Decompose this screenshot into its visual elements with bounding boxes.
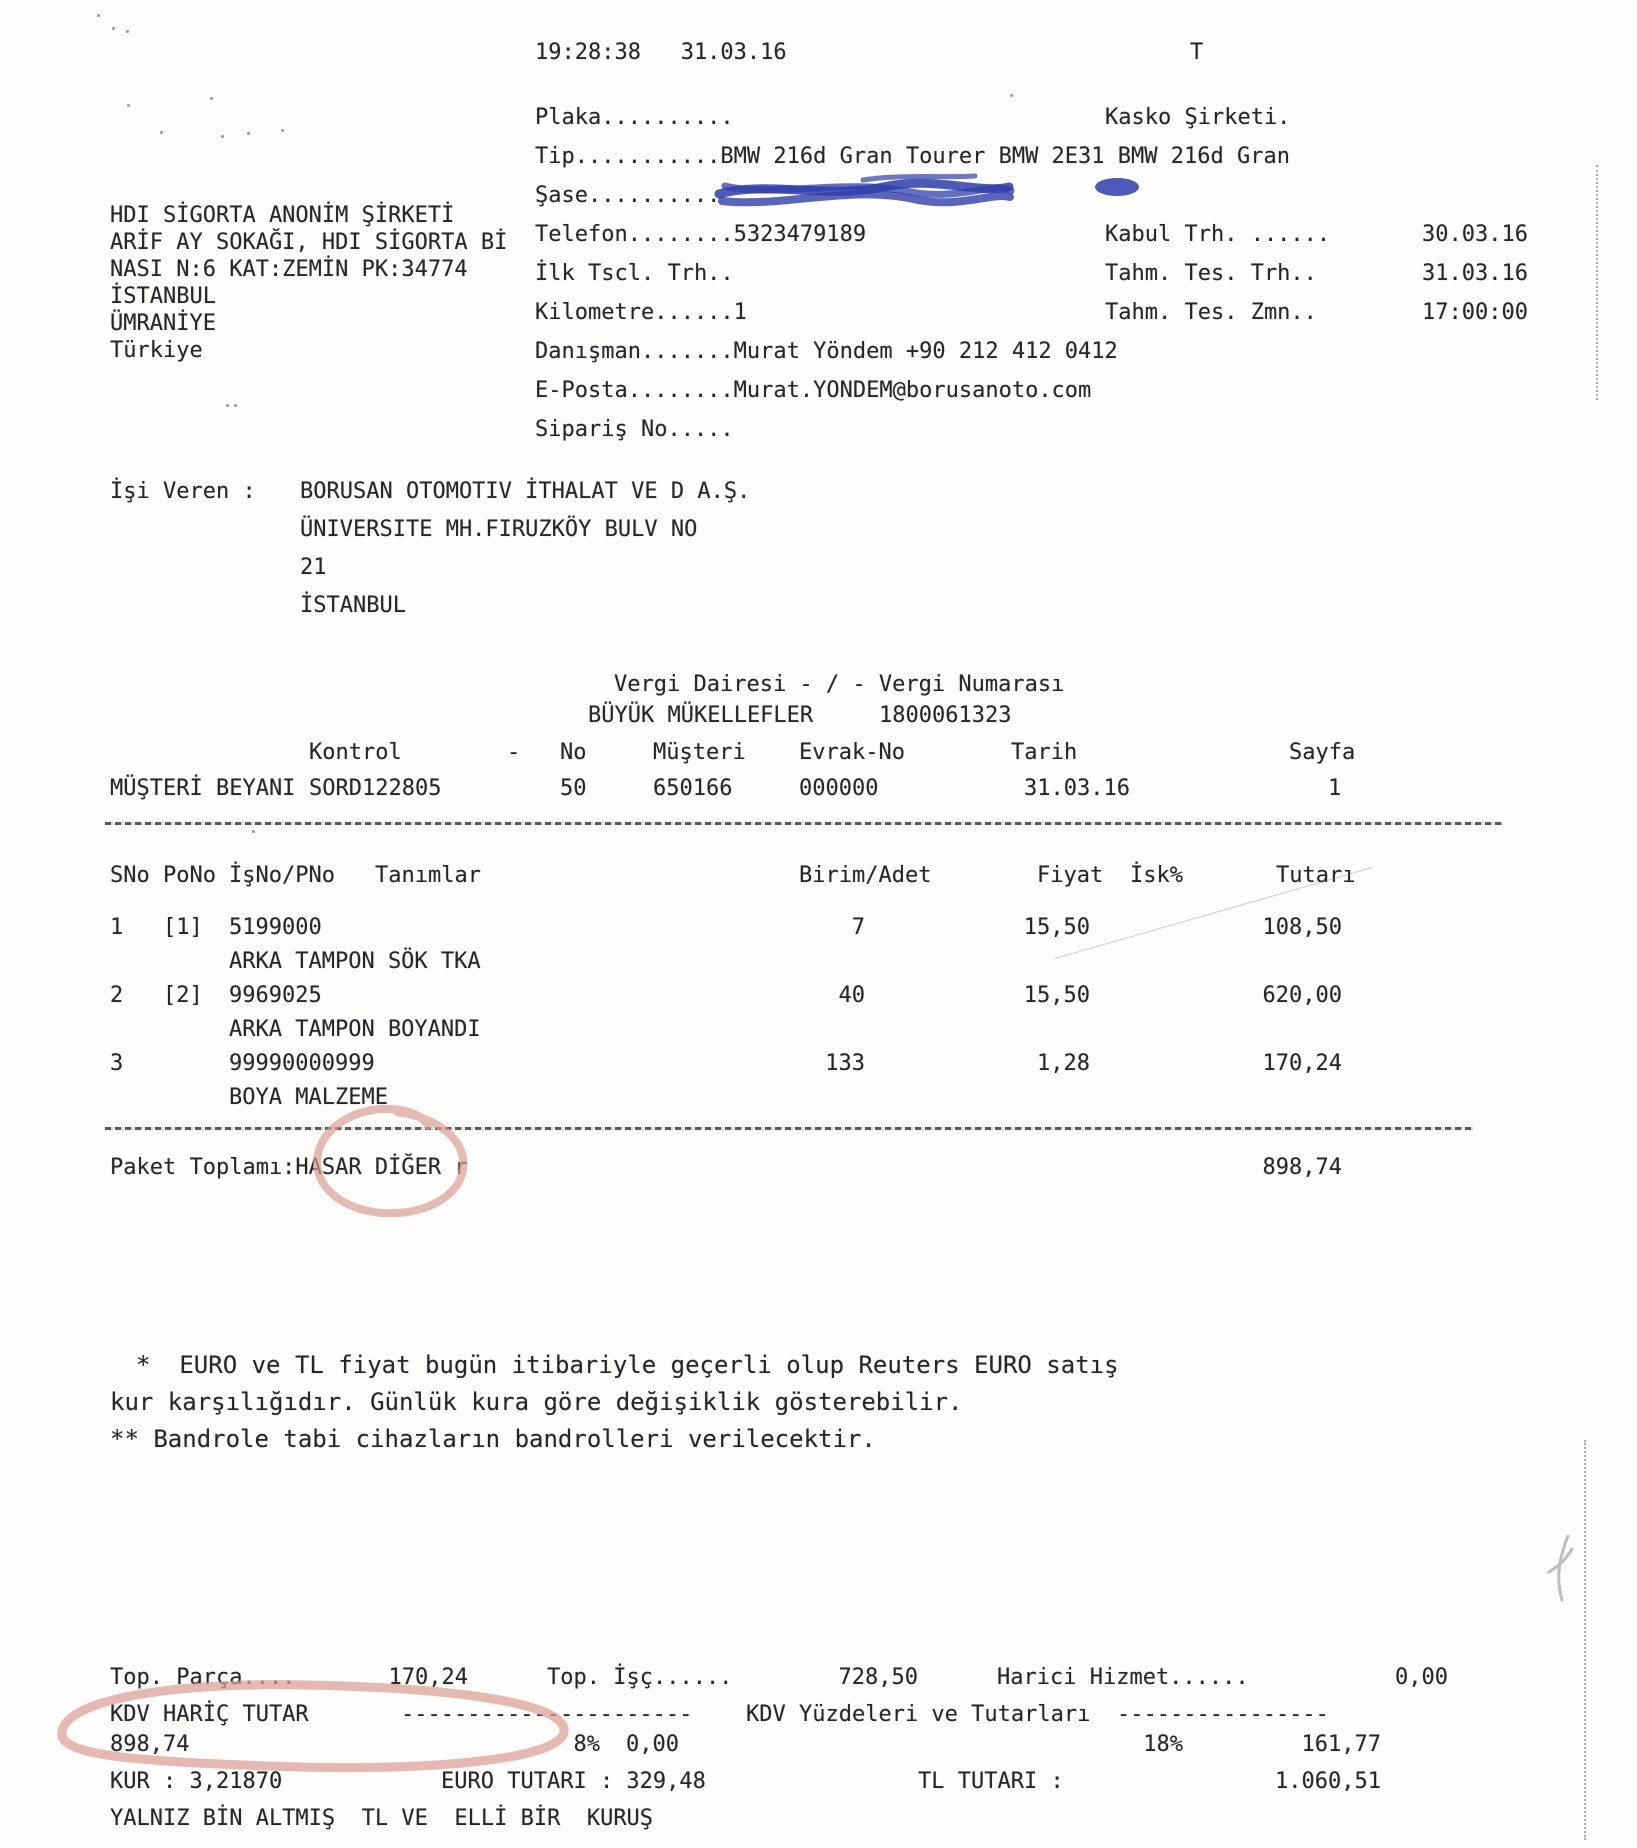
col-header-sayfa: Sayfa <box>1289 740 1356 765</box>
col-header-no: No <box>560 740 587 765</box>
item-sno: 1 <box>110 915 124 940</box>
value-tarih: 31.03.16 <box>1024 776 1130 801</box>
employer-line: BORUSAN OTOMOTIV İTHALAT VE D A.Ş. <box>300 479 751 504</box>
scan-speck <box>1010 94 1013 97</box>
item-pono: [1] <box>163 915 203 940</box>
field-tahm-tes-zmn-label: Tahm. Tes. Zmn.. <box>1105 300 1317 325</box>
scan-speck <box>210 97 213 100</box>
col-header-dash: - <box>507 740 521 765</box>
field-plaka: Plaka.......... <box>535 105 734 130</box>
total-parca-value: 170,24 <box>388 1665 468 1690</box>
col-header-evrak-no: Evrak-No <box>799 740 905 765</box>
item-pono: [2] <box>163 983 203 1008</box>
employer-label: İşi Veren : <box>110 479 256 504</box>
scan-speck <box>126 30 129 33</box>
insurer-line: NASI N:6 KAT:ZEMİN PK:34774 <box>110 257 468 282</box>
print-timestamp: 19:28:38 31.03.16 <box>535 40 787 65</box>
item-code: 9969025 <box>229 983 322 1008</box>
scan-edge-line <box>1584 1440 1586 1840</box>
item-sno: 2 <box>110 983 124 1008</box>
field-kabul-trh-value: 30.03.16 <box>1422 222 1528 247</box>
footnote-line: * EURO ve TL fiyat bugün itibariyle geçerli olup Reuters EURO satış <box>136 1351 1119 1379</box>
dash-run: ---------------------- <box>401 1702 693 1727</box>
employer-line: 21 <box>300 555 327 580</box>
kdv-rate-18-amount: 161,77 <box>1301 1732 1381 1757</box>
footnote-line: ** Bandrole tabi cihazların bandrolleri verilecektir. <box>110 1425 876 1453</box>
kdv-rate-8: 8% <box>573 1732 600 1757</box>
dashed-separator <box>105 822 1505 825</box>
pencil-mark <box>1538 1530 1578 1605</box>
total-harici-label: Harici Hizmet...... <box>997 1665 1249 1690</box>
employer-line: ÜNIVERSITE MH.FIRUZKÖY BULV NO <box>300 517 698 542</box>
field-tahm-tes-trh-label: Tahm. Tes. Trh.. <box>1105 261 1317 286</box>
items-header-tanimlar: Tanımlar <box>375 863 481 888</box>
kdv-rate-8-amount: 0,00 <box>626 1732 679 1757</box>
item-desc: BOYA MALZEME <box>229 1085 388 1110</box>
field-kasko-sirketi: Kasko Şirketi. <box>1105 105 1291 130</box>
field-tip: Tip...........BMW 216d Gran Tourer BMW 2E31 BMW 216d Gran <box>535 144 1290 169</box>
items-header-isno-pno: İşNo/PNo <box>229 863 335 888</box>
tax-office-name: BÜYÜK MÜKELLEFLER <box>588 703 814 728</box>
field-telefon: Telefon........5323479189 <box>535 222 867 247</box>
item-sno: 3 <box>110 1051 124 1076</box>
item-qty: 7 <box>851 915 865 940</box>
items-header-sno: SNo <box>110 863 150 888</box>
items-header-isk: İsk% <box>1130 863 1183 888</box>
package-total-amount: 898,74 <box>1262 1155 1342 1180</box>
field-tahm-tes-zmn-value: 17:00:00 <box>1422 300 1528 325</box>
total-harici-value: 0,00 <box>1395 1665 1448 1690</box>
scan-speck <box>234 404 237 407</box>
field-kabul-trh-label: Kabul Trh. ...... <box>1105 222 1331 247</box>
item-total: 108,50 <box>1262 915 1342 940</box>
field-tahm-tes-trh-value: 31.03.16 <box>1422 261 1528 286</box>
value-musteri: 650166 <box>653 776 733 801</box>
kdv-rate-18: 18% <box>1143 1732 1183 1757</box>
corner-mark: T <box>1190 40 1204 65</box>
field-ilk-tscl: İlk Tscl. Trh.. <box>535 261 734 286</box>
field-siparis-no: Sipariş No..... <box>535 417 734 442</box>
total-iscilik-value: 728,50 <box>838 1665 918 1690</box>
item-total: 170,24 <box>1262 1051 1342 1076</box>
value-kontrol-no: SORD122805 <box>309 776 442 801</box>
tax-office-title: Vergi Dairesi - / - Vergi Numarası <box>614 672 1065 697</box>
pen-oval-annotation <box>48 1676 588 1776</box>
scan-speck <box>112 27 115 30</box>
items-header-birim-adet: Birim/Adet <box>799 863 932 888</box>
ink-blot <box>1093 176 1143 198</box>
item-desc: ARKA TAMPON BOYANDI <box>229 1017 481 1042</box>
field-danisman: Danışman.......Murat Yöndem +90 212 412 0412 <box>535 339 1118 364</box>
scan-edge-line <box>1596 165 1598 400</box>
euro-tutari: EURO TUTARI : 329,48 <box>441 1769 706 1794</box>
kur-value: KUR : 3,21870 <box>110 1769 283 1794</box>
scan-speck <box>281 129 284 132</box>
tl-tutari-value: 1.060,51 <box>1275 1769 1381 1794</box>
insurer-line: ÜMRANİYE <box>110 311 216 336</box>
amount-in-words: YALNIZ BİN ALTMIŞ TL VE ELLİ BİR KURUŞ <box>110 1806 654 1831</box>
field-kilometre: Kilometre......1 <box>535 300 747 325</box>
col-header-kontrol: Kontrol <box>309 740 402 765</box>
total-iscilik-label: Top. İşç...... <box>547 1665 733 1690</box>
scan-speck <box>247 132 250 135</box>
employer-line: İSTANBUL <box>300 593 406 618</box>
item-total: 620,00 <box>1262 983 1342 1008</box>
pen-circle-annotation <box>302 1096 487 1228</box>
value-musteri-beyani: MÜŞTERİ BEYANI <box>110 776 296 801</box>
insurer-line: ARİF AY SOKAĞI, HDI SİGORTA Bİ <box>110 230 508 255</box>
field-sase: Şase.......... <box>535 183 721 208</box>
item-code: 5199000 <box>229 915 322 940</box>
scan-speck <box>97 14 100 17</box>
footnote-line: kur karşılığıdır. Günlük kura göre değişiklik gösterebilir. <box>110 1388 963 1416</box>
tax-number: 1800061323 <box>879 703 1012 728</box>
dash-run: ---------------- <box>1117 1702 1329 1727</box>
kdv-yuzdeleri-header: KDV Yüzdeleri ve Tutarları <box>746 1702 1091 1727</box>
kdv-haric-tutar-value: 898,74 <box>110 1732 190 1757</box>
value-evrak-no: 000000 <box>799 776 879 801</box>
field-eposta: E-Posta........Murat.YONDEM@borusanoto.com <box>535 378 1092 403</box>
item-desc: ARKA TAMPON SÖK TKA <box>229 949 481 974</box>
scan-speck <box>226 404 229 407</box>
tl-tutari-label: TL TUTARI : <box>918 1769 1064 1794</box>
value-no: 50 <box>560 776 587 801</box>
scan-speck <box>221 135 224 138</box>
scan-speck <box>127 104 130 107</box>
insurer-line: İSTANBUL <box>110 284 216 309</box>
scan-speck <box>160 131 163 134</box>
item-code: 99990000999 <box>229 1051 375 1076</box>
item-qty: 40 <box>838 983 865 1008</box>
chassis-redaction-scribble <box>713 172 1018 214</box>
kdv-haric-tutar-label: KDV HARİÇ TUTAR <box>110 1702 309 1727</box>
value-sayfa: 1 <box>1328 776 1342 801</box>
items-header-pono: PoNo <box>163 863 216 888</box>
col-header-musteri: Müşteri <box>653 740 746 765</box>
insurer-line: HDI SİGORTA ANONİM ŞİRKETİ <box>110 203 455 228</box>
item-price: 15,50 <box>1023 983 1090 1008</box>
item-qty: 133 <box>825 1051 865 1076</box>
items-header-tutari: Tutarı <box>1276 863 1356 888</box>
item-price: 1,28 <box>1037 1051 1090 1076</box>
col-header-tarih: Tarih <box>1011 740 1078 765</box>
insurer-line: Türkiye <box>110 338 203 363</box>
package-total-label: Paket Toplamı:HASAR DİĞER r <box>110 1155 468 1180</box>
item-price: 15,50 <box>1023 915 1090 940</box>
items-header-fiyat: Fiyat <box>1037 863 1104 888</box>
scan-speck <box>252 830 255 833</box>
total-parca-label: Top. Parça.... <box>110 1665 296 1690</box>
